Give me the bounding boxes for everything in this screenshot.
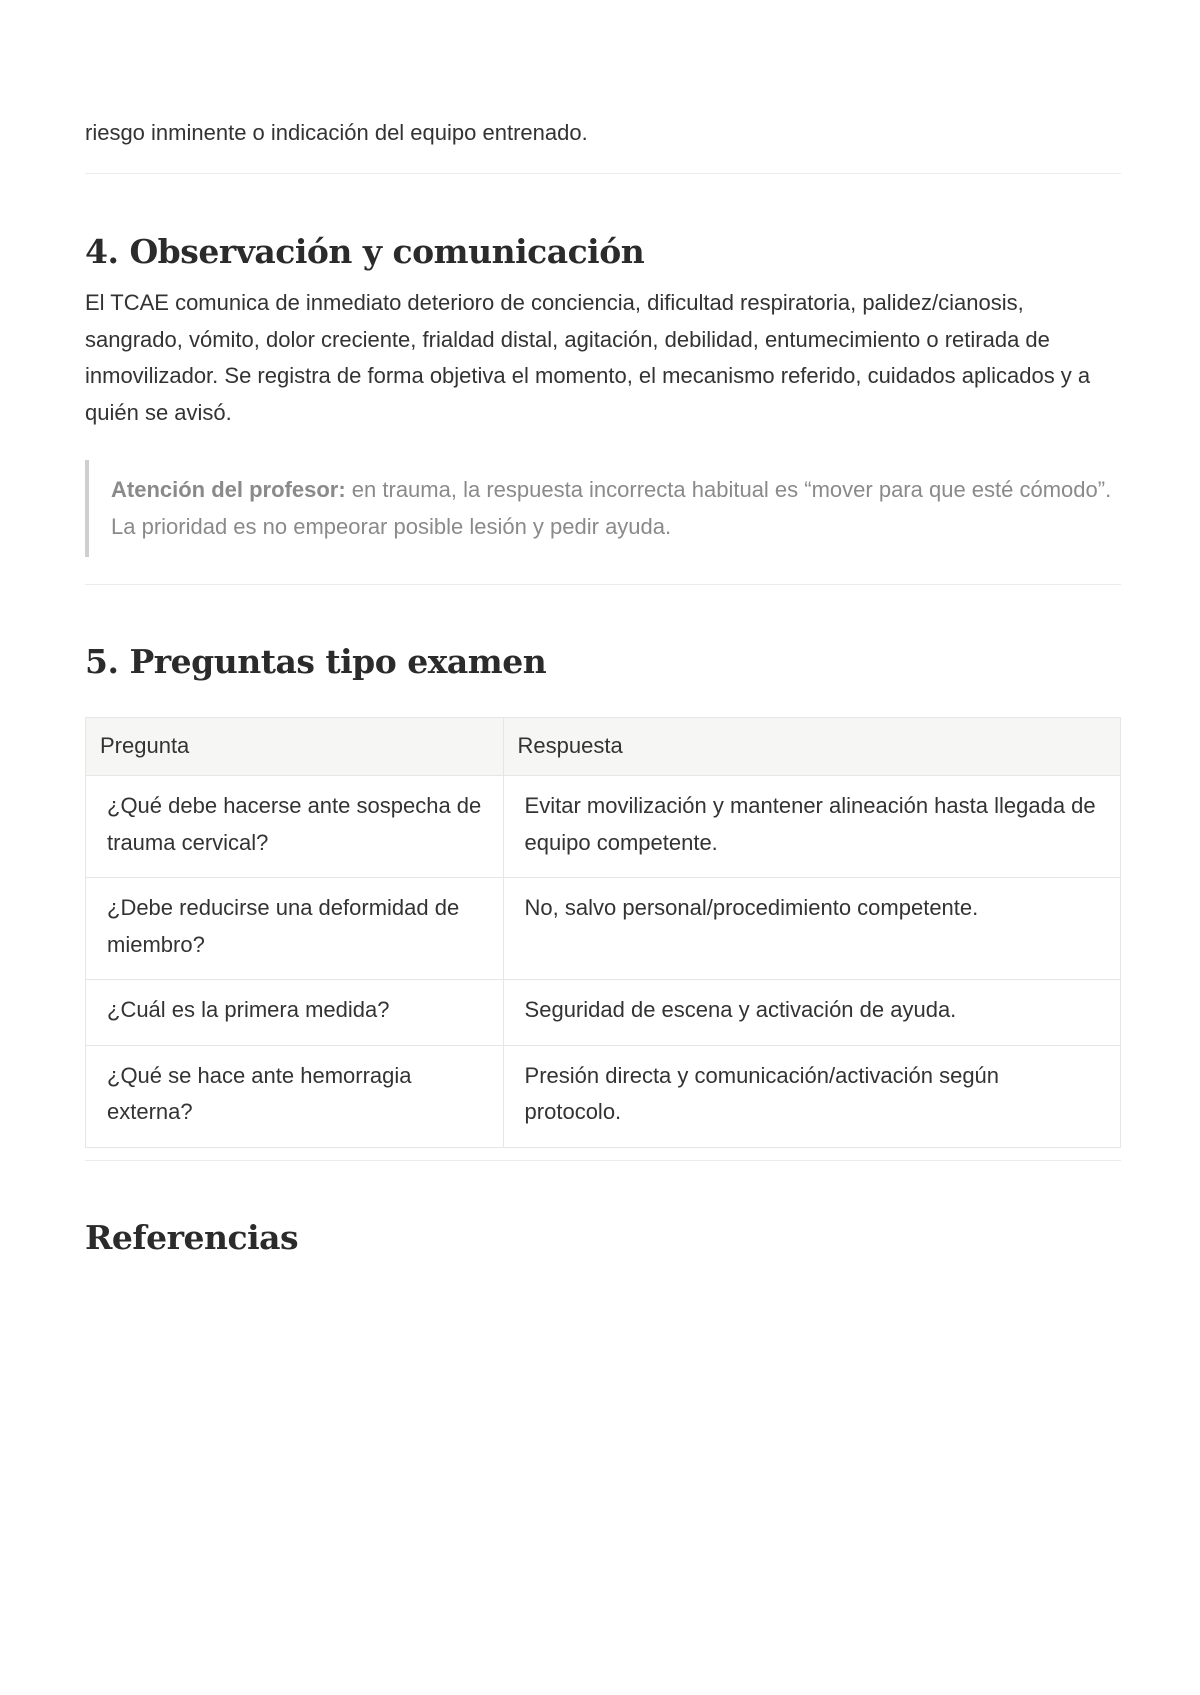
table-row (86, 1045, 1121, 1147)
section-divider (85, 173, 1121, 174)
question-cell: ¿Qué se hace ante hemorragia externa? (86, 1045, 504, 1147)
section-divider (85, 1160, 1121, 1161)
section-4-heading: 4. Observación y comunicación (85, 232, 645, 271)
section-4-body: El TCAE comunica de inmediato deterioro de conciencia, dificultad respiratoria, palidez/cianosis, sangrado, vómito, dolor creciente, frialdad distal, agitación, debilidad, entumecimiento o retirada de inmovilizador. Se registra de forma objetiva el momento, el mecanismo referido, cuidados aplicados y a quién se avisó. (85, 290, 1091, 425)
references-heading: Referencias (85, 1218, 299, 1257)
answer-cell: Seguridad de escena y activación de ayuda. (503, 980, 1120, 1046)
answer-cell: Presión directa y comunicación/activación según protocolo. (503, 1045, 1120, 1147)
answer-cell: No, salvo personal/procedimiento competente. (503, 878, 1120, 980)
exam-questions-table (85, 717, 1121, 1148)
section-5-heading: 5. Preguntas tipo examen (85, 642, 547, 681)
table-header-row (86, 718, 1121, 776)
teacher-callout (85, 460, 1121, 557)
column-header-question: Pregunta (86, 718, 504, 776)
callout-text: en trauma, la respuesta incorrecta habitual es “mover para que esté cómodo”. La prioridad es no empeorar posible lesión y pedir ayuda. (111, 477, 1112, 539)
table-row (86, 878, 1121, 980)
callout-label: Atención del profesor: (111, 477, 346, 502)
question-cell: ¿Qué debe hacerse ante sospecha de trauma cervical? (86, 776, 504, 878)
table-row (86, 776, 1121, 878)
continuation-paragraph: riesgo inminente o indicación del equipo entrenado. (85, 120, 588, 145)
question-cell: ¿Debe reducirse una deformidad de miembro? (86, 878, 504, 980)
answer-cell: Evitar movilización y mantener alineación hasta llegada de equipo competente. (503, 776, 1120, 878)
question-cell: ¿Cuál es la primera medida? (86, 980, 504, 1046)
column-header-answer: Respuesta (503, 718, 1120, 776)
table-row (86, 980, 1121, 1046)
section-divider (85, 584, 1121, 585)
